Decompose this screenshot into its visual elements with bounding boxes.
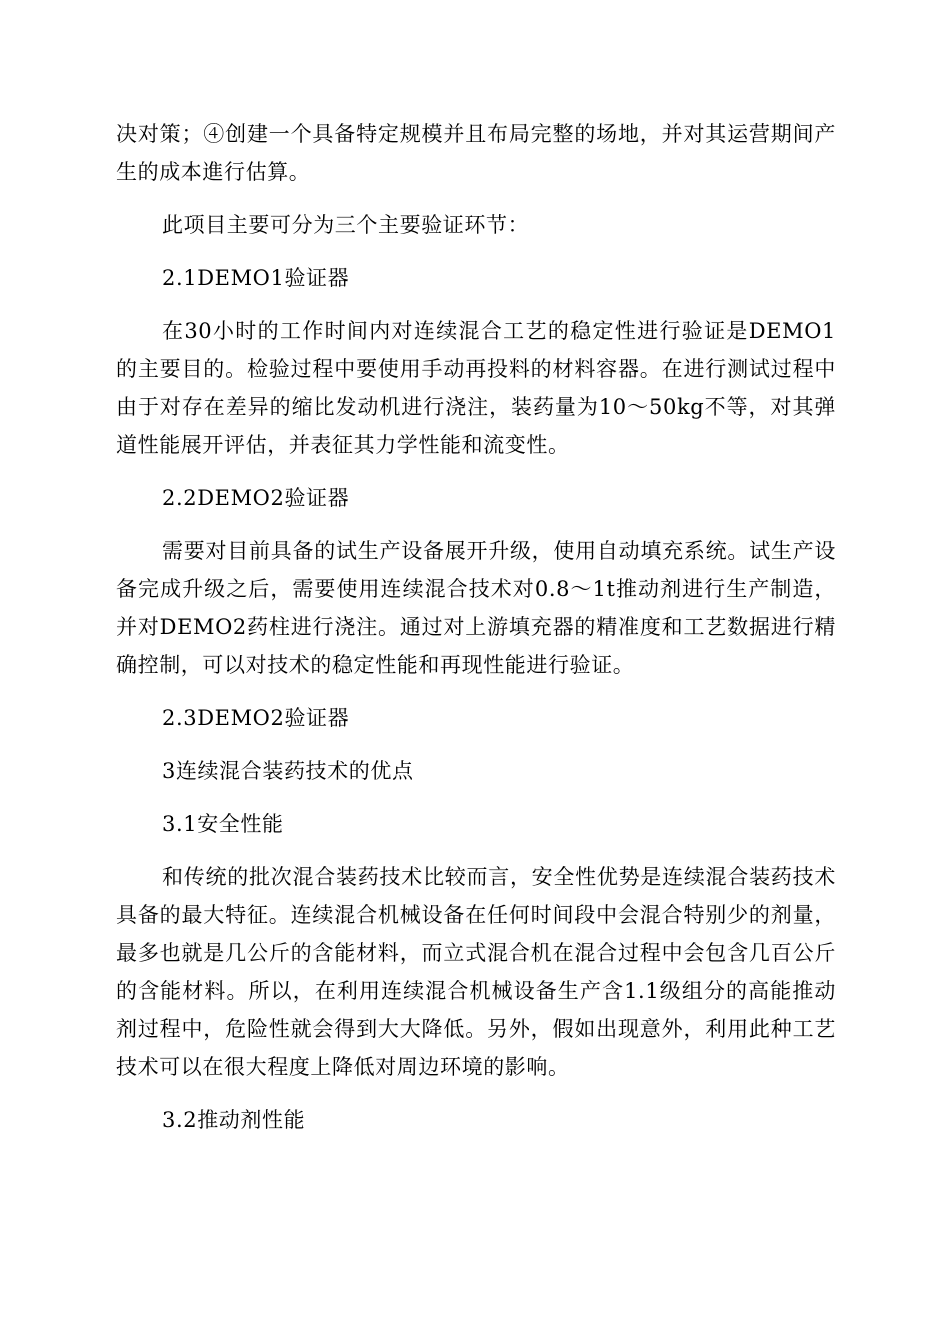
paragraph-gap <box>116 297 836 312</box>
document-page <box>116 115 836 1139</box>
paragraph-gap <box>116 790 836 805</box>
section-heading-3-1: 3.1安全性能 <box>162 812 284 836</box>
section-heading-2-1: 2.1DEMO1验证器 <box>162 266 350 290</box>
section-heading-2-3: 2.3DEMO2验证器 <box>162 706 350 730</box>
paragraph-intro: 此项目主要可分为三个主要验证环节： <box>162 213 530 237</box>
paragraph-demo1: 在30小时的工作时间内对连续混合工艺的稳定性进行验证是DEMO1的主要目的。检验过程中要使用手动再投料的材料容器。在进行测试过程中由于对存在差异的缩比发动机进行浇注，装药量为10～50kg不等，对其弹道性能展开评估，并表征其力学性能和流变性。 <box>116 319 836 457</box>
section-heading-3-2: 3.2推动剂性能 <box>162 1108 306 1132</box>
paragraph-gap <box>116 843 836 858</box>
section-heading-2-2: 2.2DEMO2验证器 <box>162 486 350 510</box>
paragraph-gap <box>116 737 836 752</box>
section-heading-3: 3连续混合装药技术的优点 <box>162 759 414 783</box>
paragraph-gap <box>116 1086 836 1101</box>
paragraph-gap <box>116 191 836 206</box>
paragraph-gap <box>116 517 836 532</box>
paragraph-gap <box>116 464 836 479</box>
paragraph-gap <box>116 244 836 259</box>
paragraph-continuation: 决对策；④创建一个具备特定规模并且布局完整的场地，并对其运营期间产生的成本進行估算。 <box>116 122 836 184</box>
paragraph-gap <box>116 684 836 699</box>
paragraph-demo2: 需要对目前具备的试生产设备展开升级，使用自动填充系统。试生产设备完成升级之后，需要使用连续混合技术对0.8～1t推动剂进行生产制造，并对DEMO2药柱进行浇注。通过对上游填充器的精准度和工艺数据进行精确控制，可以对技术的稳定性能和再现性能进行验证。 <box>116 539 836 677</box>
paragraph-safety: 和传统的批次混合装药技术比较而言，安全性优势是连续混合装药技术具备的最大特征。连续混合机械设备在任何时间段中会混合特别少的剂量，最多也就是几公斤的含能材料，而立式混合机在混合过程中会包含几百公斤的含能材料。所以，在利用连续混合机械设备生产含1.1级组分的高能推动剂过程中，危险性就会得到大大降低。另外，假如出现意外，利用此种工艺技术可以在很大程度上降低对周边环境的影响。 <box>116 865 836 1079</box>
